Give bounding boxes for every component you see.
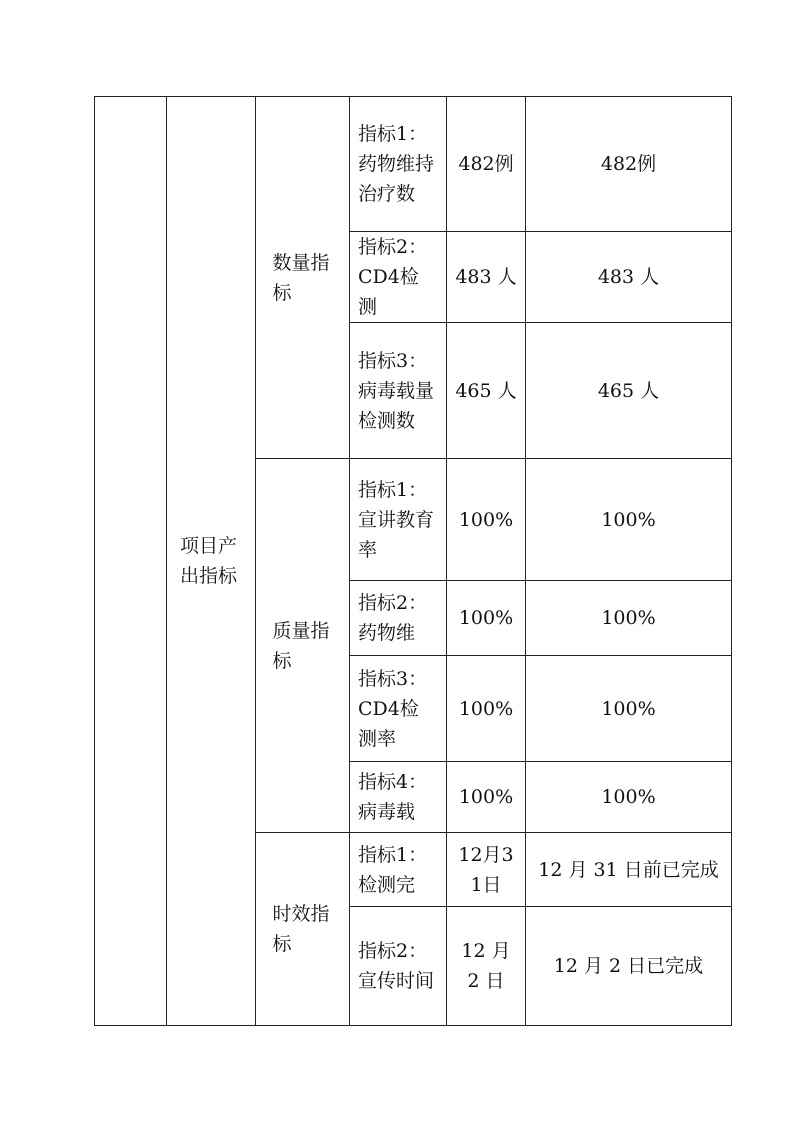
actual-value: 483 人: [526, 232, 732, 323]
indicator-label: 指标2：药物维: [358, 592, 428, 644]
indicator-label: 指标3：病毒载量检测数: [358, 349, 435, 432]
blank-first-column-cell: [95, 97, 167, 1026]
category-label: 项目产出指标: [180, 535, 238, 587]
actual-value: 100%: [526, 459, 732, 581]
indicator-cell: [350, 581, 447, 656]
indicator-label: 指标1：宣讲教育率: [358, 478, 435, 561]
group-label: 时效指标: [272, 903, 330, 955]
indicator-cell: [350, 833, 447, 907]
indicator-label: 指标3：CD4检测率: [358, 667, 428, 750]
target-value: 100%: [447, 581, 526, 656]
group-label: 数量指标: [272, 251, 330, 304]
group-cell-quality: [256, 459, 350, 833]
actual-value: 12 月 31 日前已完成: [526, 833, 732, 907]
target-value: 482例: [447, 97, 526, 232]
indicator-label: 指标2：CD4检测: [358, 236, 428, 318]
target-value: 12月31日: [458, 843, 514, 896]
table-row: [95, 97, 732, 232]
actual-value: 100%: [526, 656, 732, 762]
target-value: 465 人: [447, 323, 526, 459]
indicator-cell: [350, 656, 447, 762]
performance-indicator-table: [94, 96, 732, 1026]
indicator-cell: [350, 459, 447, 581]
group-label: 质量指标: [272, 619, 330, 672]
actual-value: 100%: [526, 762, 732, 833]
group-cell-timeliness: [256, 833, 350, 1026]
target-value: 100%: [447, 656, 526, 762]
indicator-cell: [350, 907, 447, 1026]
target-value: 100%: [447, 459, 526, 581]
actual-value: 482例: [526, 97, 732, 232]
target-value: 483 人: [447, 232, 526, 323]
indicator-cell: [350, 323, 447, 459]
actual-value: 12 月 2 日已完成: [526, 907, 732, 1026]
indicator-label: 指标2：宣传时间: [358, 940, 435, 992]
actual-value: 100%: [526, 581, 732, 656]
indicator-cell: [350, 762, 447, 833]
indicator-label: 指标1：药物维持治疗数: [358, 123, 435, 205]
indicator-label: 指标4：病毒载: [358, 771, 428, 823]
category-cell: [167, 97, 256, 1026]
indicator-label: 指标1：检测完: [358, 843, 428, 896]
target-value: 100%: [447, 762, 526, 833]
target-cell: [447, 833, 526, 907]
indicator-cell: [350, 232, 447, 323]
indicator-cell: [350, 97, 447, 232]
target-value: 12 月 2 日: [461, 940, 511, 992]
target-cell: [447, 907, 526, 1026]
group-cell-quantity: [256, 97, 350, 459]
actual-value: 465 人: [526, 323, 732, 459]
